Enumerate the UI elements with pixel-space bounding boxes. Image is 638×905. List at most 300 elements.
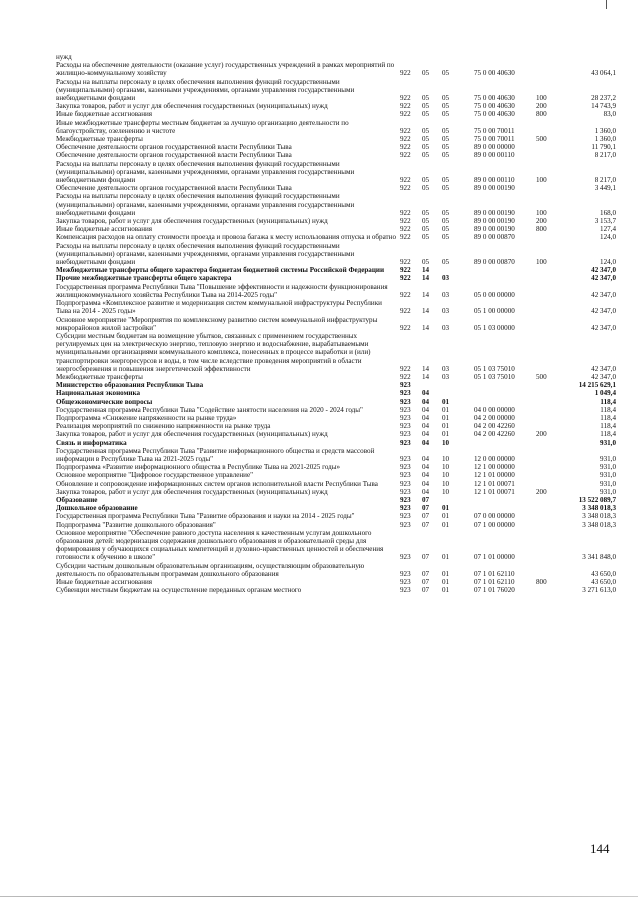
subsection-code: 01 <box>442 405 450 414</box>
expense-type-code: 100 <box>536 258 547 267</box>
section-code: 05 <box>422 110 430 119</box>
section-code: 14 <box>422 364 430 373</box>
row-name: Компенсация расходов на оплату стоимости проезда и провоза багажа к месту использования отпуска и обратно <box>56 233 396 242</box>
row-name: Общеэкономические вопросы <box>56 397 153 406</box>
row-name: Обеспечение деятельности органов государственной власти Республики Тыва <box>56 151 292 160</box>
row-name: Связь и информатика <box>56 438 127 447</box>
target-article-code: 12 1 01 00071 <box>474 487 515 496</box>
section-code: 07 <box>422 520 430 529</box>
section-code: 05 <box>422 135 430 144</box>
subsection-code: 05 <box>442 94 450 103</box>
scan-edge-mark <box>606 0 607 9</box>
row-name: Иные бюджетные ассигнования <box>56 110 153 119</box>
amount: 931,0 <box>600 471 616 480</box>
expense-type-code <box>536 586 560 594</box>
expense-type-code <box>536 61 560 77</box>
amount: 43 064,1 <box>591 69 616 78</box>
ministry-code <box>400 53 422 61</box>
target-article-code: 12 1 01 00071 <box>474 479 515 488</box>
row-name: Подпрограмма «Снижение напряженности на рынке труда» <box>56 413 237 422</box>
table-row <box>56 184 616 192</box>
subsection-code: 03 <box>442 372 450 381</box>
amount: 42 347,0 <box>591 274 616 283</box>
amount: 43 650,0 <box>591 569 616 578</box>
subsection-code: 03 <box>442 323 450 332</box>
section-code: 14 <box>422 372 430 381</box>
row-name: Обеспечение деятельности органов государственной власти Республики Тыва <box>56 143 292 152</box>
ministry-code: 922 <box>400 225 411 234</box>
row-name: Субсидии местным бюджетам на возмещение убытков, связанных с применением государственных регулируемых цен на электрическую энергию, тепловую энергию и водоснабжение, вырабатываемыми муниципальными организациями коммунального комплекса, понесенных в процессе выработки и (или) транспортировки энергоресурсов и воды, в том числе вследствие проведения мероприятий в области энергосбережения и повышения энергетической эффективности <box>56 331 371 373</box>
expense-type-code: 200 <box>536 102 547 111</box>
subsection-code: 10 <box>442 471 450 480</box>
section-code: 05 <box>422 225 430 234</box>
target-article-code: 89 0 00 00190 <box>474 208 515 217</box>
amount: 42 347,0 <box>591 323 616 332</box>
row-name: Министерство образования Республики Тыва <box>56 381 204 390</box>
section-code: 04 <box>422 389 430 398</box>
ministry-code: 923 <box>400 471 411 480</box>
row-name: Основное мероприятие "Мероприятия по комплексному развитию систем коммунальной инфраструктуры микрорайонов жилой застройки" <box>56 315 378 332</box>
row-name: Прочие межбюджетные трансферты общего характера <box>56 274 232 283</box>
subsection-code: 01 <box>442 586 450 595</box>
expense-type-code <box>536 422 560 430</box>
table-row <box>56 233 616 241</box>
ministry-code: 923 <box>400 479 411 488</box>
table-row <box>56 373 616 381</box>
ministry-code: 923 <box>400 463 411 472</box>
table-row <box>56 496 616 504</box>
target-article-code: 89 0 00 00190 <box>474 225 515 234</box>
target-article-code: 75 0 00 70011 <box>474 135 515 144</box>
target-article-code: 05 0 00 00000 <box>474 290 515 299</box>
section-code: 05 <box>422 143 430 152</box>
section-code: 14 <box>422 323 430 332</box>
target-article-code: 04 0 00 00000 <box>474 405 515 414</box>
section-code: 04 <box>422 438 430 447</box>
target-article-code: 12 0 00 00000 <box>474 454 515 463</box>
amount: 42 347,0 <box>591 307 616 316</box>
subsection-code: 05 <box>442 110 450 119</box>
table-row <box>56 78 616 103</box>
subsection-code: 10 <box>442 454 450 463</box>
amount: 28 237,2 <box>591 94 616 103</box>
ministry-code: 922 <box>400 258 411 267</box>
row-name: Расходы на выплаты персоналу в целях обеспечения выполнения функций государственными (муниципальными) органами, казенными учреждениями, органами управления государственными внебюджетными фондами <box>56 241 355 267</box>
target-article-code: 04 2 00 00000 <box>474 413 515 422</box>
section-code: 14 <box>422 274 430 283</box>
ministry-code: 923 <box>400 438 411 447</box>
table-row <box>56 480 616 488</box>
expense-type-code: 800 <box>536 225 547 234</box>
expense-type-code: 200 <box>536 430 547 439</box>
expense-type-code <box>536 463 560 471</box>
amount: 931,0 <box>600 487 616 496</box>
expense-type-code <box>536 406 560 414</box>
section-code: 04 <box>422 471 430 480</box>
amount: 42 347,0 <box>591 290 616 299</box>
ministry-code: 922 <box>400 290 411 299</box>
ministry-code: 922 <box>400 372 411 381</box>
section-code: 04 <box>422 405 430 414</box>
subsection-code: 05 <box>442 135 450 144</box>
table-row <box>56 529 616 562</box>
subsection-code: 05 <box>442 176 450 185</box>
expense-type-code <box>536 332 560 373</box>
expense-type-code <box>536 184 560 192</box>
ministry-code: 923 <box>400 454 411 463</box>
amount: 168,0 <box>600 208 616 217</box>
expense-type-code: 800 <box>536 578 547 586</box>
expense-type-code: 200 <box>536 487 547 496</box>
ministry-code: 923 <box>400 569 411 578</box>
target-article-code: 07 0 00 00000 <box>474 512 515 521</box>
subsection-code: 01 <box>442 430 450 439</box>
target-article-code <box>474 496 536 504</box>
ministry-code: 923 <box>400 405 411 414</box>
table-row <box>56 398 616 406</box>
table-row <box>56 471 616 479</box>
section-code: 07 <box>422 553 430 562</box>
row-name: Расходы на выплаты персоналу в целях обеспечения выполнения функций государственными (муниципальными) органами, казенными учреждениями, органами управления государственными внебюджетными фондами <box>56 192 355 217</box>
section-code: 14 <box>422 290 430 299</box>
target-article-code: 05 1 03 00000 <box>474 323 515 332</box>
target-article-code <box>474 53 536 61</box>
subsection-code: 05 <box>442 208 450 217</box>
amount: 118,4 <box>600 413 616 422</box>
target-article-code: 05 1 03 75010 <box>474 364 515 373</box>
target-article-code: 04 2 00 42260 <box>474 422 515 431</box>
expense-type-code: 500 <box>536 372 547 381</box>
amount: 124,0 <box>600 233 616 242</box>
amount: 3 153,7 <box>594 217 616 226</box>
row-name: Иные бюджетные ассигнования <box>56 225 153 234</box>
amount: 3 348 018,3 <box>582 512 616 521</box>
expense-type-code <box>536 562 560 578</box>
table-row <box>56 110 616 118</box>
expense-type-code <box>536 398 560 406</box>
expense-type-code <box>536 143 560 151</box>
target-article-code: 89 0 00 00190 <box>474 184 515 193</box>
table-row <box>56 217 616 225</box>
target-article-code: 07 1 01 00000 <box>474 553 515 562</box>
ministry-code: 923 <box>400 487 411 496</box>
ministry-code: 922 <box>400 233 411 242</box>
table-row <box>56 422 616 430</box>
ministry-code: 923 <box>400 578 411 586</box>
ministry-code: 922 <box>400 217 411 226</box>
ministry-code: 922 <box>400 323 411 332</box>
amount: 118,4 <box>600 422 616 431</box>
amount: 1 360,0 <box>594 126 616 135</box>
expense-type-code <box>536 521 560 529</box>
table-row <box>56 316 616 332</box>
page-number: 144 <box>590 841 610 856</box>
ministry-code: 923 <box>400 397 411 406</box>
section-code: 04 <box>422 422 430 431</box>
ministry-code: 923 <box>400 553 411 562</box>
section-code: 05 <box>422 208 430 217</box>
subsection-code: 05 <box>442 102 450 111</box>
row-name: Расходы на выплаты персоналу в целях обеспечения выполнения функций государственными (муниципальными) органами, казенными учреждениями, органами управления государственными внебюджетными фондами <box>56 159 355 185</box>
ministry-code: 923 <box>400 520 411 529</box>
subsection-code: 03 <box>442 364 450 373</box>
row-name: Субвенции местным бюджетам на осуществление переданных органам местного <box>56 586 302 595</box>
expense-type-code <box>536 480 560 488</box>
row-name: Закупка товаров, работ и услуг для обеспечения государственных (муниципальных) нужд <box>56 487 328 496</box>
row-name: Подпрограмма «Комплексное развитие и модернизация систем коммунальной инфраструктуры Республики Тыва на 2014 - 2025 годы» <box>56 299 382 316</box>
table-row <box>56 578 616 586</box>
amount: 14 215 629,1 <box>578 381 616 390</box>
target-article-code: 89 0 00 00190 <box>474 217 515 226</box>
ministry-code: 923 <box>400 413 411 422</box>
section-code: 05 <box>422 94 430 103</box>
section-code: 05 <box>422 151 430 160</box>
target-article-code: 07 1 01 62110 <box>474 569 515 578</box>
subsection-code <box>442 496 474 504</box>
row-name: Государственная программа Республики Тыва "Развитие образования и науки на 2014 - 2025 годы" <box>56 512 355 521</box>
table-row <box>56 389 616 397</box>
expense-type-code <box>536 119 560 135</box>
expense-type-code: 100 <box>536 94 547 103</box>
target-article-code <box>474 274 536 282</box>
amount: 3 449,1 <box>594 184 616 193</box>
row-name: Государственная программа Республики Тыва "Повышение эффективности и надежности функционирования жилищнокоммунального хозяйства Республики Тыва на 2014-2025 годы" <box>56 282 388 299</box>
table-row <box>56 143 616 151</box>
subsection-code: 05 <box>442 225 450 234</box>
expense-type-code <box>536 529 560 562</box>
section-code: 04 <box>422 454 430 463</box>
section-code <box>422 381 442 389</box>
target-article-code: 07 1 00 00000 <box>474 520 515 529</box>
section-code: 04 <box>422 397 430 406</box>
row-name: Закупка товаров, работ и услуг для обеспечения государственных (муниципальных) нужд <box>56 102 328 111</box>
target-article-code: 89 0 00 00870 <box>474 233 515 242</box>
expense-type-code <box>536 266 560 274</box>
amount: 124,0 <box>600 258 616 267</box>
target-article-code: 75 0 00 40630 <box>474 102 515 111</box>
target-article-code: 05 1 00 00000 <box>474 307 515 316</box>
subsection-code: 05 <box>442 151 450 160</box>
expense-type-code <box>536 381 560 389</box>
row-name: Межбюджетные трансферты общего характера бюджетам бюджетной системы Российской Федерации <box>56 266 385 275</box>
row-name: Основное мероприятие "Цифровое государственное управление" <box>56 471 254 480</box>
ministry-code: 922 <box>400 364 411 373</box>
subsection-code <box>442 381 474 389</box>
ministry-code: 922 <box>400 266 411 275</box>
amount: 42 347,0 <box>591 372 616 381</box>
amount: 13 522 089,7 <box>578 495 616 504</box>
row-name: Государственная программа Республики Тыва "Содействие занятости населения на 2020 - 2024 годы" <box>56 405 363 414</box>
subsection-code: 05 <box>442 184 450 193</box>
section-code: 07 <box>422 495 430 504</box>
ministry-code: 923 <box>400 389 411 398</box>
table-row <box>56 447 616 463</box>
section-code: 05 <box>422 69 430 78</box>
expense-type-code <box>536 53 560 61</box>
section-code: 05 <box>422 102 430 111</box>
amount: 42 347,0 <box>591 266 616 275</box>
section-code: 05 <box>422 258 430 267</box>
amount: 931,0 <box>600 438 616 447</box>
expense-type-code: 100 <box>536 176 547 185</box>
target-article-code <box>474 389 536 397</box>
subsection-code: 10 <box>442 463 450 472</box>
expense-type-code <box>536 316 560 332</box>
table-row <box>56 488 616 496</box>
subsection-code: 01 <box>442 422 450 431</box>
table-row <box>56 283 616 299</box>
target-article-code <box>474 381 536 389</box>
subsection-code: 10 <box>442 487 450 496</box>
table-row <box>56 151 616 159</box>
table-row <box>56 463 616 471</box>
ministry-code: 923 <box>400 504 411 513</box>
ministry-code: 922 <box>400 143 411 152</box>
expense-type-code <box>536 299 560 315</box>
subsection-code: 10 <box>442 438 450 447</box>
table-row <box>56 266 616 274</box>
subsection-code <box>442 266 474 274</box>
expense-type-code: 100 <box>536 208 547 217</box>
section-code: 05 <box>422 233 430 242</box>
amount: 118,4 <box>600 405 616 414</box>
target-article-code: 89 0 00 00110 <box>474 151 515 160</box>
row-name: Закупка товаров, работ и услуг для обеспечения государственных (муниципальных) нужд <box>56 430 328 439</box>
amount: 3 271 613,0 <box>582 586 616 595</box>
amount: 1 360,0 <box>594 135 616 144</box>
expense-type-code: 200 <box>536 217 547 226</box>
subsection-code: 03 <box>442 274 450 283</box>
row-name: Обеспечение деятельности органов государственной власти Республики Тыва <box>56 184 292 193</box>
subsection-code: 01 <box>442 512 450 521</box>
subsection-code: 05 <box>442 126 450 135</box>
expense-type-code <box>536 283 560 299</box>
section-code: 05 <box>422 184 430 193</box>
table-row <box>56 439 616 447</box>
target-article-code: 89 0 00 00000 <box>474 143 515 152</box>
subsection-code: 01 <box>442 578 450 586</box>
row-name: Дошкольное образование <box>56 504 138 513</box>
ministry-code: 922 <box>400 126 411 135</box>
amount <box>560 53 616 61</box>
ministry-code: 922 <box>400 94 411 103</box>
table-row <box>56 586 616 594</box>
row-name: Подпрограмма "Развитие дошкольного образования" <box>56 520 216 529</box>
section-code: 04 <box>422 463 430 472</box>
table-row <box>56 274 616 282</box>
ministry-code: 922 <box>400 135 411 144</box>
subsection-code: 05 <box>442 69 450 78</box>
subsection-code: 03 <box>442 290 450 299</box>
target-article-code: 89 0 00 00110 <box>474 176 515 185</box>
expense-type-code <box>536 414 560 422</box>
table-row <box>56 242 616 267</box>
ministry-code: 922 <box>400 208 411 217</box>
table-row <box>56 225 616 233</box>
section-code: 04 <box>422 479 430 488</box>
ministry-code: 922 <box>400 69 411 78</box>
table-row <box>56 414 616 422</box>
section-code: 04 <box>422 430 430 439</box>
subsection-code <box>442 53 474 61</box>
section-code: 14 <box>422 307 430 316</box>
target-article-code: 12 1 00 00000 <box>474 463 515 472</box>
subsection-code: 01 <box>442 504 450 513</box>
expense-type-code <box>536 496 560 504</box>
row-name: Государственная программа Республики Тыва "Развитие информационного общества и средств массовой информации в Республике Тыва на 2021-2025 годы" <box>56 446 375 463</box>
table-row <box>56 332 616 373</box>
row-name: Закупка товаров, работ и услуг для обеспечения государственных (муниципальных) нужд <box>56 217 328 226</box>
target-article-code <box>474 504 536 512</box>
subsection-code: 05 <box>442 217 450 226</box>
target-article-code: 04 2 00 42260 <box>474 430 515 439</box>
table-row <box>56 381 616 389</box>
amount: 3 348 018,3 <box>582 504 616 513</box>
table-row <box>56 512 616 520</box>
amount: 118,4 <box>600 430 616 439</box>
amount: 118,4 <box>600 397 616 406</box>
row-name: Реализация мероприятий по снижению напряженности на рынке труда <box>56 422 271 431</box>
subsection-code: 01 <box>442 413 450 422</box>
subsection-code: 03 <box>442 307 450 316</box>
target-article-code: 89 0 00 00870 <box>474 258 515 267</box>
section-code: 04 <box>422 487 430 496</box>
row-name: Национальная экономика <box>56 389 141 398</box>
expense-type-code <box>536 274 560 282</box>
amount: 931,0 <box>600 454 616 463</box>
subsection-code: 05 <box>442 258 450 267</box>
row-name: Основное мероприятие "Обеспечение равного доступа населения к качественным услугам дошкольного образования детей: модернизация содержания дошкольного образования и образовательной среды для формирования у обучающихся социальных компетенций и духовно-нравственных ценностей и обеспечения готовности к обучению в школе" <box>56 528 384 562</box>
row-name: Расходы на обеспечение деятельности (оказание услуг) государственных учреждений в рамках мероприятий по жилищно-коммунальному хозяйству <box>56 61 395 78</box>
ministry-code: 923 <box>400 495 411 504</box>
row-name: Субсидии частным дошкольным образовательным организациям, осуществляющим образовательную деятельность по образовательным программам дошкольного образования <box>56 561 365 578</box>
budget-table <box>56 53 616 594</box>
target-article-code: 07 1 01 62110 <box>474 578 515 586</box>
section-code: 04 <box>422 413 430 422</box>
section-code <box>422 53 442 61</box>
ministry-code: 923 <box>400 512 411 521</box>
amount: 931,0 <box>600 479 616 488</box>
table-row <box>56 430 616 438</box>
expense-type-code <box>536 504 560 512</box>
amount: 42 347,0 <box>591 364 616 373</box>
scan-bottom-edge <box>0 896 638 897</box>
subsection-code: 01 <box>442 520 450 529</box>
target-article-code: 75 0 00 40630 <box>474 69 515 78</box>
target-article-code: 07 1 01 76020 <box>474 586 515 595</box>
amount: 14 743,9 <box>591 102 616 111</box>
expense-type-code <box>536 233 560 241</box>
ministry-code: 923 <box>400 381 411 390</box>
ministry-code: 923 <box>400 430 411 439</box>
target-article-code: 05 1 03 75010 <box>474 372 515 381</box>
expense-type-code <box>536 447 560 463</box>
ministry-code: 923 <box>400 586 411 595</box>
section-code: 07 <box>422 504 430 513</box>
ministry-code: 922 <box>400 184 411 193</box>
ministry-code: 922 <box>400 274 411 283</box>
expense-type-code <box>536 389 560 397</box>
row-name: Межбюджетные трансферты <box>56 372 143 381</box>
section-code: 07 <box>422 578 430 586</box>
subsection-code: 10 <box>442 479 450 488</box>
amount: 1 049,4 <box>594 389 616 398</box>
row-name: Подпрограмма «Развитие информационного общества в Республике Тыва на 2021-2025 годы» <box>56 463 341 472</box>
subsection-code: 01 <box>442 569 450 578</box>
table-row <box>56 562 616 578</box>
amount: 127,4 <box>600 225 616 234</box>
target-article-code <box>474 398 536 406</box>
